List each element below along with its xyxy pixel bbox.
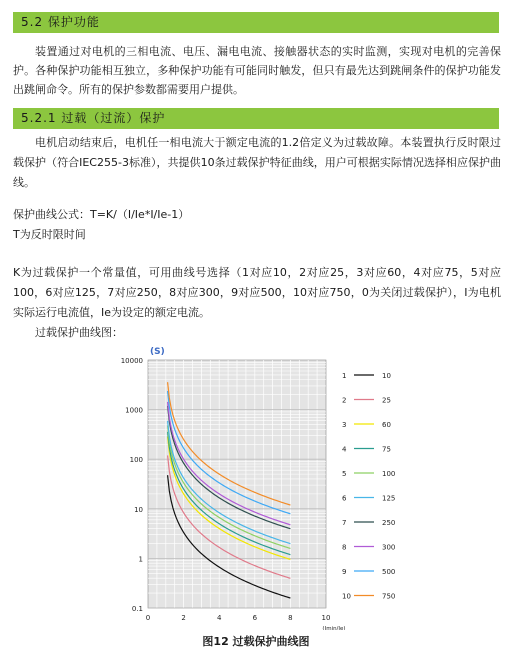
t-definition: T为反时限时间	[13, 228, 86, 241]
y-tick-label: 10000	[120, 357, 143, 365]
section-heading: 5.2 保护功能	[13, 12, 499, 33]
y-tick-label: 0.1	[131, 605, 143, 613]
legend-number: 7	[342, 519, 347, 527]
legend-number: 4	[342, 445, 347, 454]
legend-number: 9	[342, 568, 347, 576]
section-intro: 装置通过对电机的三相电流、电压、漏电电流、接触器状态的实时监测，实现对电机的完善保护。各种保护功能相互独立，多种保护功能有可能同时触发，但只有最先达到跳闸条件的保护功能发出跳闸命令。所有的保护参数都需要用户提供。	[13, 45, 501, 96]
legend-value: 500	[382, 568, 396, 576]
y-tick-label: 100	[129, 456, 143, 465]
legend-value: 100	[382, 470, 396, 478]
subsection-intro: 电机启动结束后，电机任一相电流大于额定电流的1.2倍定义为过载故障。本装置执行反时限过载保护（符合IEC255-3标准），共提供10条过载保护特征曲线，用户可根据实际情况选择相应保护曲线。	[13, 136, 501, 189]
x-tick-label: 10	[321, 614, 331, 622]
x-unit-label: (Imin/Ie)	[322, 626, 346, 630]
x-tick-label: 6	[252, 614, 258, 622]
legend-number: 8	[342, 543, 347, 552]
y-tick-label: 1000	[125, 406, 143, 415]
legend-value: 75	[382, 445, 391, 454]
x-tick-label: 4	[216, 614, 222, 622]
legend-number: 6	[342, 494, 347, 503]
y-tick-label: 10	[134, 505, 143, 514]
y-tick-label: 1	[138, 555, 143, 564]
legend-number: 3	[342, 421, 347, 429]
figure-caption: 图12 过载保护曲线图	[202, 635, 310, 648]
legend-value: 750	[382, 592, 396, 601]
overload-curve-chart	[108, 338, 408, 630]
legend-number: 2	[342, 396, 347, 405]
legend-number: 10	[342, 592, 351, 601]
x-tick-label: 8	[288, 614, 293, 622]
legend-number: 1	[342, 372, 347, 380]
chart-intro: 过载保护曲线图：	[35, 326, 123, 339]
legend-value: 10	[382, 372, 391, 380]
x-tick-label: 0	[145, 614, 151, 622]
legend-value: 300	[382, 543, 396, 552]
legend-value: 60	[382, 421, 391, 429]
x-tick-label: 2	[181, 614, 186, 622]
legend-number: 5	[342, 470, 347, 478]
k-description: K为过载保护一个常量值，可用曲线号选择（1对应10，2对应25，3对应60，4对应75，5对应100，6对应125，7对应250，8对应300，9对应500，10对应750，0为关闭过载保护），I为电机实际运行电流值，Ie为设定的额定电流。	[13, 266, 501, 319]
legend-value: 25	[382, 396, 391, 405]
legend-value: 250	[382, 519, 396, 527]
legend-value: 125	[382, 494, 396, 503]
subsection-heading: 5.2.1 过载（过流）保护	[13, 108, 499, 129]
formula-line: 保护曲线公式：T=K/（I/Ie*I/Ie-1）	[13, 208, 190, 221]
y-unit-label: (S)	[150, 347, 165, 357]
